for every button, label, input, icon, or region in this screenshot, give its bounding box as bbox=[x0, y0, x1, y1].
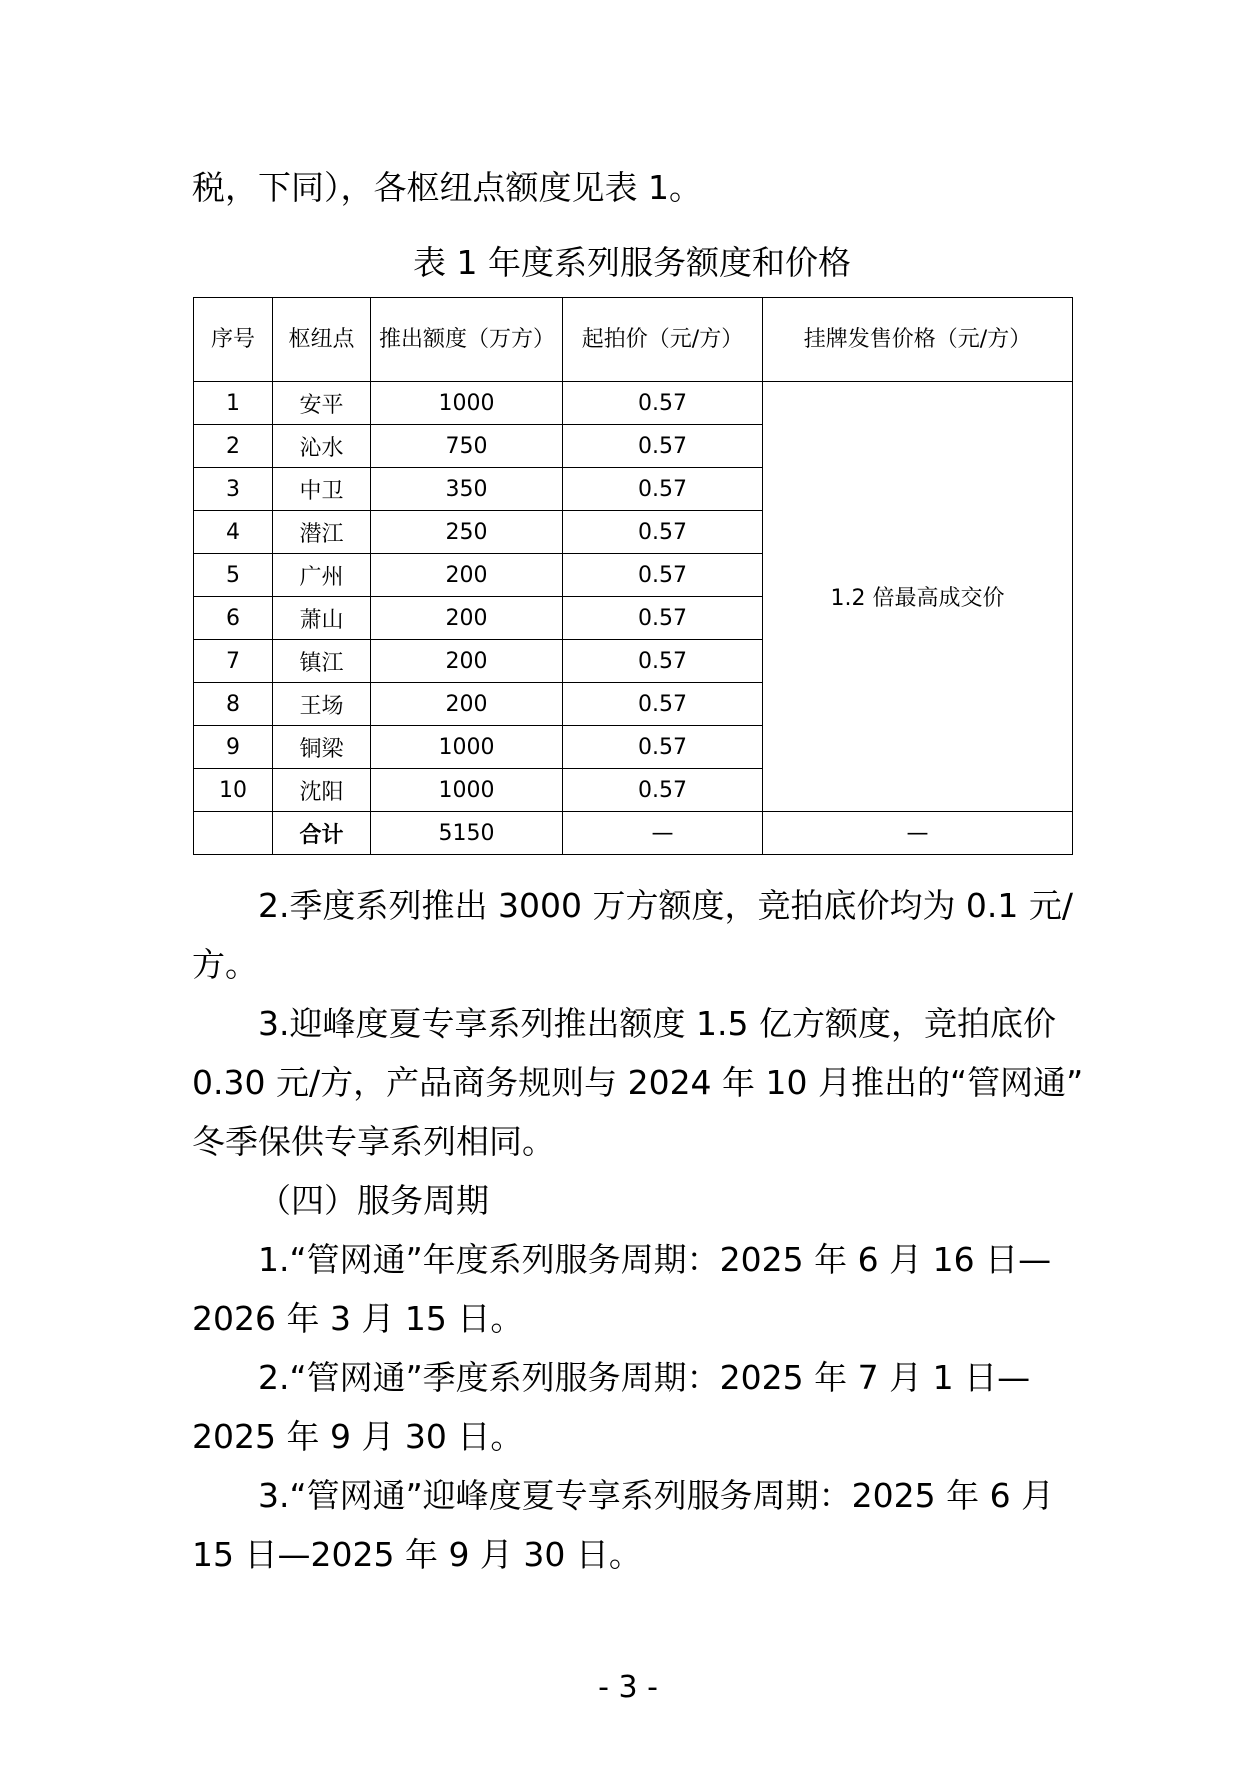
service-period-1-line-1: 1.“管网通”年度系列服务周期：2025 年 6 月 16 日— bbox=[258, 1240, 1052, 1279]
cell-start-price: 0.57 bbox=[563, 726, 763, 769]
hub-quota-table bbox=[193, 297, 1073, 855]
cell-amount: 200 bbox=[371, 640, 563, 683]
service-period-2-line-2: 2025 年 9 月 30 日。 bbox=[192, 1417, 524, 1456]
service-period-1-line-2: 2026 年 3 月 15 日。 bbox=[192, 1299, 524, 1338]
cell-start-price: 0.57 bbox=[563, 640, 763, 683]
cell-start-price: 0.57 bbox=[563, 511, 763, 554]
cell-hub: 王场 bbox=[273, 683, 371, 726]
paragraph-3-line-2: 0.30 元/方，产品商务规则与 2024 年 10 月推出的“管网通” bbox=[192, 1063, 1084, 1102]
cell-start-price: 0.57 bbox=[563, 554, 763, 597]
cell-hub: 镇江 bbox=[273, 640, 371, 683]
paragraph-3-line-3: 冬季保供专享系列相同。 bbox=[192, 1122, 555, 1161]
cell-start-price: 0.57 bbox=[563, 769, 763, 812]
cell-hub: 萧山 bbox=[273, 597, 371, 640]
intro-line: 税，下同），各枢纽点额度见表 1。 bbox=[192, 168, 702, 207]
cell-hub: 广州 bbox=[273, 554, 371, 597]
table-caption: 表 1 年度系列服务额度和价格 bbox=[413, 243, 851, 282]
cell-index: 4 bbox=[194, 511, 273, 554]
cell-amount: 200 bbox=[371, 597, 563, 640]
cell-amount: 200 bbox=[371, 554, 563, 597]
cell-index: 8 bbox=[194, 683, 273, 726]
page-number: - 3 - bbox=[598, 1670, 658, 1705]
cell-total-empty bbox=[194, 812, 273, 855]
cell-index: 10 bbox=[194, 769, 273, 812]
cell-hub: 中卫 bbox=[273, 468, 371, 511]
cell-total-listed-price: — bbox=[763, 812, 1073, 855]
header-amount: 推出额度（万方） bbox=[371, 298, 563, 382]
cell-start-price: 0.57 bbox=[563, 382, 763, 425]
cell-amount: 1000 bbox=[371, 769, 563, 812]
header-start-price: 起拍价（元/方） bbox=[563, 298, 763, 382]
cell-index: 6 bbox=[194, 597, 273, 640]
cell-index: 9 bbox=[194, 726, 273, 769]
cell-total-start-price: — bbox=[563, 812, 763, 855]
cell-hub: 沈阳 bbox=[273, 769, 371, 812]
cell-index: 2 bbox=[194, 425, 273, 468]
cell-total-label: 合计 bbox=[273, 812, 371, 855]
cell-amount: 350 bbox=[371, 468, 563, 511]
cell-start-price: 0.57 bbox=[563, 597, 763, 640]
cell-start-price: 0.57 bbox=[563, 425, 763, 468]
cell-listed-price-merged: 1.2 倍最高成交价 bbox=[763, 382, 1073, 812]
cell-hub: 安平 bbox=[273, 382, 371, 425]
paragraph-2-line-1: 2.季度系列推出 3000 万方额度，竞拍底价均为 0.1 元/ bbox=[258, 886, 1074, 925]
cell-index: 7 bbox=[194, 640, 273, 683]
cell-amount: 200 bbox=[371, 683, 563, 726]
cell-index: 1 bbox=[194, 382, 273, 425]
cell-amount: 750 bbox=[371, 425, 563, 468]
cell-index: 5 bbox=[194, 554, 273, 597]
table-total-row bbox=[194, 812, 1073, 855]
section-4-heading: （四）服务周期 bbox=[258, 1181, 489, 1220]
service-period-3-line-1: 3.“管网通”迎峰度夏专享系列服务周期：2025 年 6 月 bbox=[258, 1476, 1055, 1515]
cell-hub: 沁水 bbox=[273, 425, 371, 468]
table-header-row bbox=[194, 298, 1073, 382]
paragraph-2-line-2: 方。 bbox=[192, 945, 258, 984]
cell-total-amount: 5150 bbox=[371, 812, 563, 855]
cell-hub: 潜江 bbox=[273, 511, 371, 554]
cell-amount: 1000 bbox=[371, 726, 563, 769]
header-hub: 枢纽点 bbox=[273, 298, 371, 382]
header-index: 序号 bbox=[194, 298, 273, 382]
cell-start-price: 0.57 bbox=[563, 683, 763, 726]
paragraph-3-line-1: 3.迎峰度夏专享系列推出额度 1.5 亿方额度，竞拍底价 bbox=[258, 1004, 1056, 1043]
header-listed-price: 挂牌发售价格（元/方） bbox=[763, 298, 1073, 382]
cell-amount: 250 bbox=[371, 511, 563, 554]
service-period-3-line-2: 15 日—2025 年 9 月 30 日。 bbox=[192, 1535, 642, 1574]
cell-hub: 铜梁 bbox=[273, 726, 371, 769]
cell-amount: 1000 bbox=[371, 382, 563, 425]
cell-index: 3 bbox=[194, 468, 273, 511]
table-row bbox=[194, 382, 1073, 425]
cell-start-price: 0.57 bbox=[563, 468, 763, 511]
service-period-2-line-1: 2.“管网通”季度系列服务周期：2025 年 7 月 1 日— bbox=[258, 1358, 1031, 1397]
